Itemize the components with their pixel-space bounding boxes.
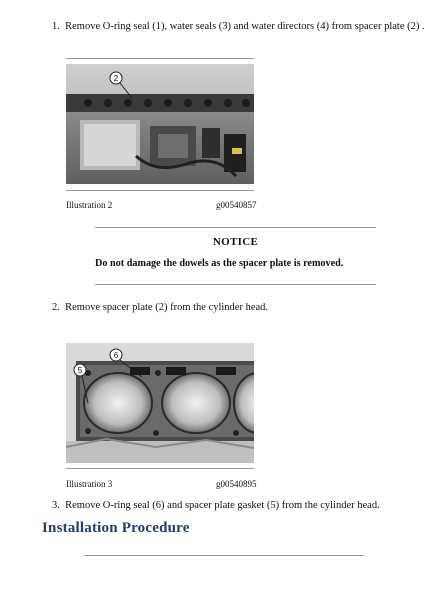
notice-text: Do not damage the dowels as the spacer plate is removed. bbox=[95, 258, 344, 269]
illustration-2-label: Illustration 2 bbox=[66, 200, 113, 210]
step-3 bbox=[52, 499, 380, 512]
step-text: Remove O-ring seal (6) and spacer plate gasket (5) from the cylinder head. bbox=[65, 500, 380, 511]
section-heading: Installation Procedure bbox=[42, 520, 190, 536]
figure-bottom-rule bbox=[66, 468, 254, 469]
step-number: 3. bbox=[52, 500, 60, 511]
engine-photo-image bbox=[66, 64, 254, 184]
illustration-3-code: g00540895 bbox=[216, 479, 257, 489]
figure-bottom-rule bbox=[66, 190, 254, 191]
notice-top-rule bbox=[95, 227, 376, 228]
step-number: 2. bbox=[52, 302, 60, 313]
illustration-2-code: g00540857 bbox=[216, 200, 257, 210]
step-number: 1. bbox=[52, 21, 60, 32]
callout-6: 6 bbox=[113, 351, 119, 360]
step-1 bbox=[52, 20, 425, 33]
cylinder-head-photo-image bbox=[66, 343, 254, 463]
callout-5: 5 bbox=[77, 366, 83, 375]
notice-title: NOTICE bbox=[212, 236, 259, 248]
step-text: Remove spacer plate (2) from the cylinder head. bbox=[65, 302, 269, 313]
illustration-3-label: Illustration 3 bbox=[66, 479, 113, 489]
figure-top-rule bbox=[66, 58, 254, 59]
illustration-3-photo bbox=[66, 343, 254, 463]
callout-2: 2 bbox=[113, 74, 119, 83]
step-2 bbox=[52, 301, 268, 314]
illustration-2-photo bbox=[66, 64, 254, 184]
notice-bottom-rule bbox=[95, 284, 376, 285]
step-text: Remove O-ring seal (1), water seals (3) and water directors (4) from spacer plate (2) . bbox=[65, 21, 425, 32]
section-rule bbox=[84, 555, 364, 556]
